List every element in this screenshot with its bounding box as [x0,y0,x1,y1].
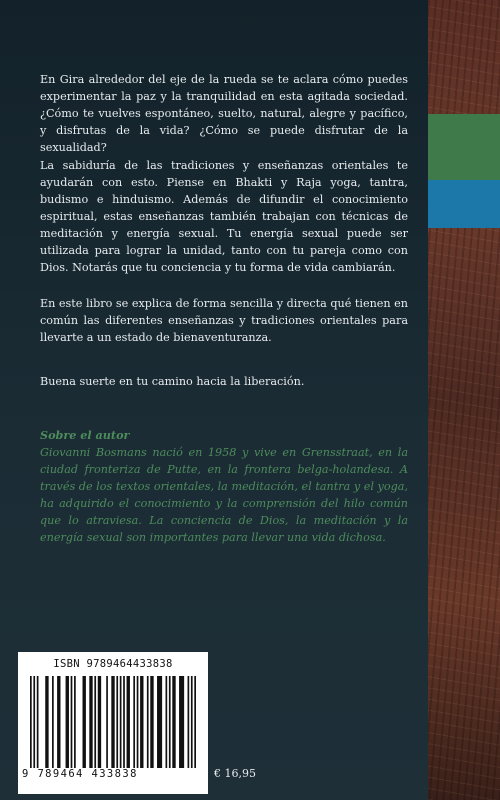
green-color-band [428,114,500,180]
blurb-paragraph-3: En este libro se explica de forma sencilla y directa qué tienen en común las diferentes enseñanzas y tradiciones orientales para llevarte a un estado de bienaventuranza. [40,297,408,344]
author-heading: Sobre el autor [40,428,130,442]
author-bio: Giovanni Bosmans nació en 1958 y vive en Grensstraat, en la ciudad fronteriza de Putte, en la frontera belga-holandesa. A través de los textos orientales, la meditación, el tantra y el yoga, ha adquirido el conocimiento y la comprensión del hilo común que lo atraviesa. La conciencia de Dios, la meditación y la energía sexual son importantes para llevar una vida dichosa. [40,446,408,544]
blue-color-band [428,180,500,228]
blurb-paragraph-2: La sabiduría de las tradiciones y enseñanzas orientales te ayudarán con esto. Piense en Bhakti y Raja yoga, tantra, budismo e hinduismo. Además de difundir el conocimiento espiritual, estas enseñanzas también trabajan con técnicas de meditación y energía sexual. Tu energía sexual puede ser utilizada para lograr la unidad, tanto con tu pareja como con Dios. Notarás que tu conciencia y tu forma de vida cambiarán. [40,159,408,274]
blurb-paragraph-4: Buena suerte en tu camino hacia la liberación. [40,375,305,388]
barcode-digits: 9 789464 433838 [22,768,138,780]
blurb-paragraph-1: En Gira alrededor del eje de la rueda se te aclara cómo puedes experimentar la paz y la tranquilidad en esta agitada sociedad. ¿Cómo te vuelves espontáneo, suelto, natural, alegre y pacífico, y disfrutas de la vida? ¿Cómo se puede disfrutar de la sexualidad? [40,73,408,154]
barcode-icon [30,676,196,768]
isbn-label: ISBN 9789464433838 [53,658,173,670]
price-label: € 16,95 [214,767,256,780]
